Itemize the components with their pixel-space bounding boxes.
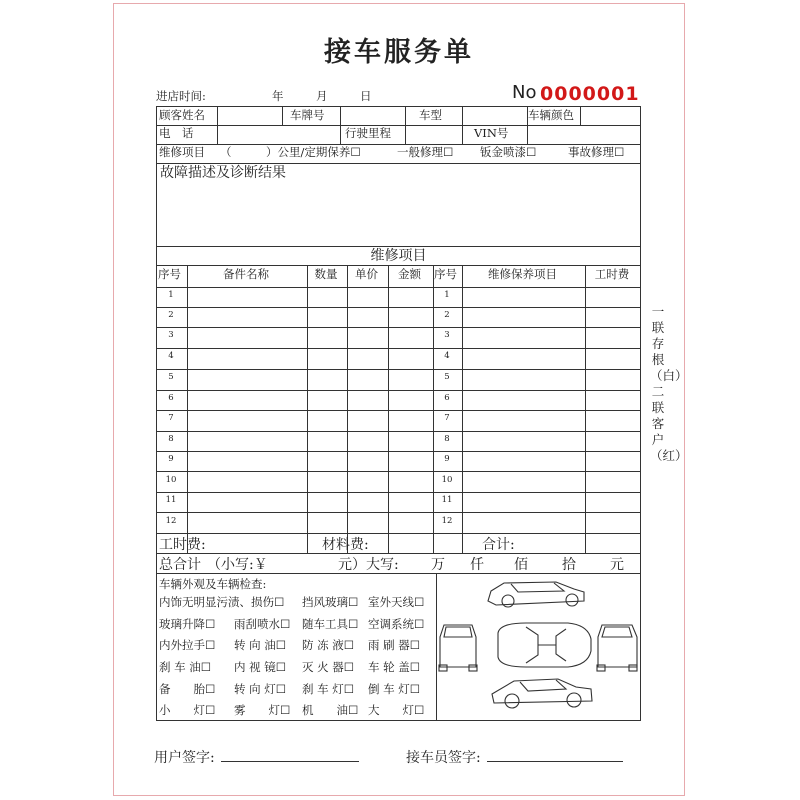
check-small-light[interactable]: 小 灯☐	[159, 703, 216, 717]
user-signature[interactable]	[154, 747, 359, 767]
row-number-right: 10	[441, 475, 453, 485]
col-service-item: 维修保养项目	[488, 267, 557, 281]
mileage-label: 行驶里程	[345, 126, 391, 140]
service-type-label: 维修项目	[159, 145, 205, 159]
check-reverse-light[interactable]: 倒 车 灯☐	[368, 682, 421, 696]
check-wiper[interactable]: 雨 刷 器☐	[368, 638, 421, 652]
row-number-left: 1	[168, 290, 174, 300]
row-number-right: 5	[444, 372, 450, 382]
arrival-day-label: 日	[360, 89, 372, 103]
labor-total-label: 工时费:	[159, 537, 206, 553]
car-side-bottom	[492, 679, 592, 703]
unit-bai: 佰	[514, 557, 528, 573]
col-index-right: 序号	[434, 267, 457, 281]
check-spare-tire[interactable]: 备 胎☐	[159, 682, 216, 696]
row-number-left: 9	[168, 454, 174, 464]
check-window-lift[interactable]: 玻璃升降☐	[159, 617, 216, 631]
uppercase-amount-label: 元）大写:	[338, 557, 399, 573]
user-signature-line	[221, 760, 359, 762]
col-labor-fee: 工时费	[594, 267, 630, 281]
col-amount: 金额	[398, 267, 421, 281]
col-quantity: 数量	[314, 267, 338, 281]
row-number-left: 10	[165, 475, 177, 485]
arrival-month-label: 月	[316, 89, 328, 103]
col-part-name: 备件名称	[223, 267, 269, 281]
grand-total-label: 总合计	[159, 557, 201, 573]
row-number-right: 2	[444, 310, 450, 320]
row-number-left: 2	[168, 310, 174, 320]
check-extinguisher[interactable]: 灭 火 器☐	[302, 660, 355, 674]
form-title: 接车服务单	[324, 37, 474, 68]
check-brake-light[interactable]: 刹 车 灯☐	[302, 682, 355, 696]
row-number-left: 6	[168, 393, 174, 403]
check-hubcap[interactable]: 车 轮 盖☐	[368, 660, 421, 674]
color-label: 车辆颜色	[528, 108, 574, 122]
row-number-left: 5	[168, 372, 174, 382]
vin-label: VIN号	[474, 126, 509, 140]
serial-no-label: No	[512, 82, 537, 103]
row-number-right: 8	[444, 434, 450, 444]
unit-yuan: 元	[610, 557, 624, 573]
check-ac[interactable]: 空调系统☐	[368, 617, 425, 631]
row-number-left: 12	[165, 516, 177, 526]
plate-label: 车牌号	[290, 108, 325, 122]
service-paint-option[interactable]: 钣金喷漆☐	[480, 145, 537, 159]
unit-shi: 拾	[562, 557, 576, 573]
user-signature-label: 用户签字:	[154, 750, 215, 766]
row-number-left: 7	[168, 413, 174, 423]
check-windshield[interactable]: 挡风玻璃☐	[302, 595, 359, 609]
row-number-right: 4	[444, 351, 450, 361]
check-fog-light[interactable]: 雾 灯☐	[234, 703, 291, 717]
inspection-title: 车辆外观及车辆检查:	[159, 577, 267, 591]
subtotal-label: 合计:	[482, 537, 515, 553]
phone-label: 电 话	[159, 126, 194, 140]
unit-wan: 万	[431, 557, 445, 573]
service-open-paren: （	[220, 145, 232, 159]
customer-name-label: 顾客姓名	[159, 108, 205, 122]
receiver-signature-label: 接车员签字:	[406, 750, 481, 766]
model-label: 车型	[419, 108, 442, 122]
row-number-right: 9	[444, 454, 450, 464]
receiver-signature-line	[487, 760, 623, 762]
check-antenna[interactable]: 室外天线☐	[368, 595, 425, 609]
row-number-right: 1	[444, 290, 450, 300]
row-number-right: 12	[441, 516, 453, 526]
receiver-signature[interactable]	[406, 747, 623, 767]
car-diagram	[436, 579, 641, 719]
check-brake-oil[interactable]: 刹 车 油☐	[159, 660, 212, 674]
unit-qian: 仟	[470, 557, 484, 573]
check-handles[interactable]: 内外拉手☐	[159, 638, 216, 652]
service-general-option[interactable]: 一般修理☐	[397, 145, 454, 159]
items-section-title: 维修项目	[370, 248, 427, 264]
serial-no-value: 0000001	[540, 83, 640, 105]
row-number-right: 3	[444, 330, 450, 340]
arrival-time-label: 进店时间:	[156, 89, 206, 103]
check-turn-signal[interactable]: 转 向 灯☐	[234, 682, 287, 696]
col-index-left: 序号	[158, 267, 181, 281]
check-interior[interactable]: 内饰无明显污渍、损伤☐	[159, 595, 285, 609]
service-accident-option[interactable]: 事故修理☐	[568, 145, 625, 159]
service-km-option[interactable]: ）公里/定期保养☐	[266, 145, 361, 159]
service-form-sheet	[113, 3, 688, 796]
row-number-right: 11	[441, 495, 453, 505]
check-tools[interactable]: 随车工具☐	[302, 617, 359, 631]
col-unit-price: 单价	[355, 267, 378, 281]
fault-description-label: 故障描述及诊断结果	[160, 165, 286, 181]
row-number-left: 4	[168, 351, 174, 361]
row-number-left: 3	[168, 330, 174, 340]
row-number-left: 11	[165, 495, 177, 505]
material-total-label: 材料费:	[322, 537, 369, 553]
check-mirror[interactable]: 内 视 镜☐	[234, 660, 287, 674]
check-coolant[interactable]: 防 冻 液☐	[302, 638, 355, 652]
check-steering-oil[interactable]: 转 向 油☐	[234, 638, 287, 652]
lowercase-amount-label: （小写:￥	[207, 557, 268, 573]
check-engine-oil[interactable]: 机 油☐	[302, 703, 359, 717]
row-number-right: 6	[444, 393, 450, 403]
row-number-right: 7	[444, 413, 450, 423]
copy-note: 一联存根（白）二联客户（红）	[650, 304, 688, 463]
arrival-year-label: 年	[272, 89, 284, 103]
row-number-left: 8	[168, 434, 174, 444]
check-wiper-spray[interactable]: 雨刮喷水☐	[234, 617, 291, 631]
check-headlight[interactable]: 大 灯☐	[368, 703, 425, 717]
